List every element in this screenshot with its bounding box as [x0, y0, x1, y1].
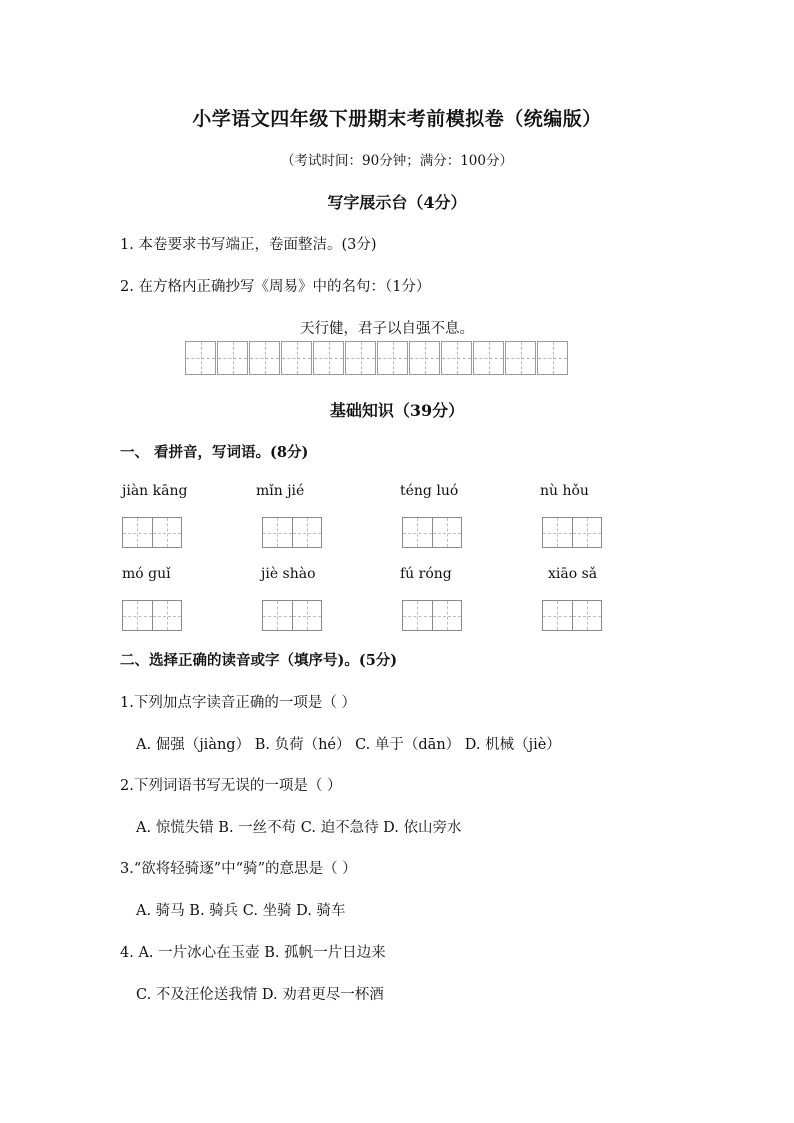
- copy-cell[interactable]: [345, 341, 376, 375]
- pinyin-label: mó guǐ: [122, 566, 171, 582]
- word-answer-box[interactable]: [542, 600, 602, 631]
- word-answer-box[interactable]: [262, 600, 322, 631]
- copy-cell[interactable]: [441, 341, 472, 375]
- copy-cell[interactable]: [473, 341, 504, 375]
- choice-q4: 4. A. 一片冰心在玉壶 B. 孤帆一片日边来: [120, 945, 386, 961]
- word-answer-box[interactable]: [402, 600, 462, 631]
- copy-cell[interactable]: [537, 341, 568, 375]
- copy-cell[interactable]: [505, 341, 536, 375]
- copy-cell[interactable]: [281, 341, 312, 375]
- copy-cell[interactable]: [185, 341, 216, 375]
- writing-q2: 2. 在方格内正确抄写《周易》中的名句：（1分）: [120, 279, 431, 295]
- pinyin-label: mǐn jié: [256, 483, 305, 499]
- word-answer-box[interactable]: [262, 517, 322, 548]
- pinyin-label: fú róng: [400, 566, 452, 582]
- writing-q1: 1. 本卷要求书写端正，卷面整洁。(3分): [120, 237, 377, 253]
- basic-section-heading: 基础知识（39分）: [329, 401, 465, 420]
- choice-q2-options: A. 惊慌失错 B. 一丝不苟 C. 迫不急待 D. 依山旁水: [136, 820, 462, 836]
- pinyin-label: jiè shào: [261, 566, 316, 582]
- copy-grid[interactable]: [185, 341, 569, 375]
- choice-q1: 1.下列加点字读音正确的一项是（ ）: [120, 695, 356, 711]
- choice-q2: 2.下列词语书写无误的一项是（ ）: [120, 778, 342, 794]
- choice-q3: 3.“欲将轻骑逐”中“骑”的意思是（ ）: [120, 861, 357, 877]
- word-answer-box[interactable]: [122, 600, 182, 631]
- choice-q1-options: A. 倔强（jiàng） B. 负荷（hé） C. 单于（dān） D. 机械（jiè）: [136, 737, 561, 753]
- choice-q4-options: C. 不及汪伦送我情 D. 劝君更尽一杯酒: [136, 987, 384, 1003]
- pinyin-label: jiàn kāng: [122, 483, 188, 499]
- pinyin-label: xiāo sǎ: [548, 566, 598, 582]
- writing-section-heading: 写字展示台（4分）: [327, 193, 467, 212]
- copy-cell[interactable]: [313, 341, 344, 375]
- word-answer-box[interactable]: [402, 517, 462, 548]
- copy-cell[interactable]: [409, 341, 440, 375]
- choice-q3-options: A. 骑马 B. 骑兵 C. 坐骑 D. 骑车: [136, 903, 346, 919]
- copy-cell[interactable]: [217, 341, 248, 375]
- quote-text: 天行健，君子以自强不息。: [300, 321, 474, 337]
- copy-cell[interactable]: [249, 341, 280, 375]
- part2-heading: 二、选择正确的读音或字（填序号)。(5分): [120, 652, 398, 669]
- word-answer-box[interactable]: [122, 517, 182, 548]
- word-answer-box[interactable]: [542, 517, 602, 548]
- exam-subtitle: （考试时间：90分钟；满分：100分）: [281, 153, 513, 169]
- exam-title: 小学语文四年级下册期末考前模拟卷（统编版）: [192, 108, 602, 130]
- copy-cell[interactable]: [377, 341, 408, 375]
- pinyin-label: téng luó: [400, 483, 459, 499]
- pinyin-label: nù hǒu: [540, 483, 589, 499]
- part1-heading: 一、 看拼音，写词语。(8分): [120, 444, 309, 461]
